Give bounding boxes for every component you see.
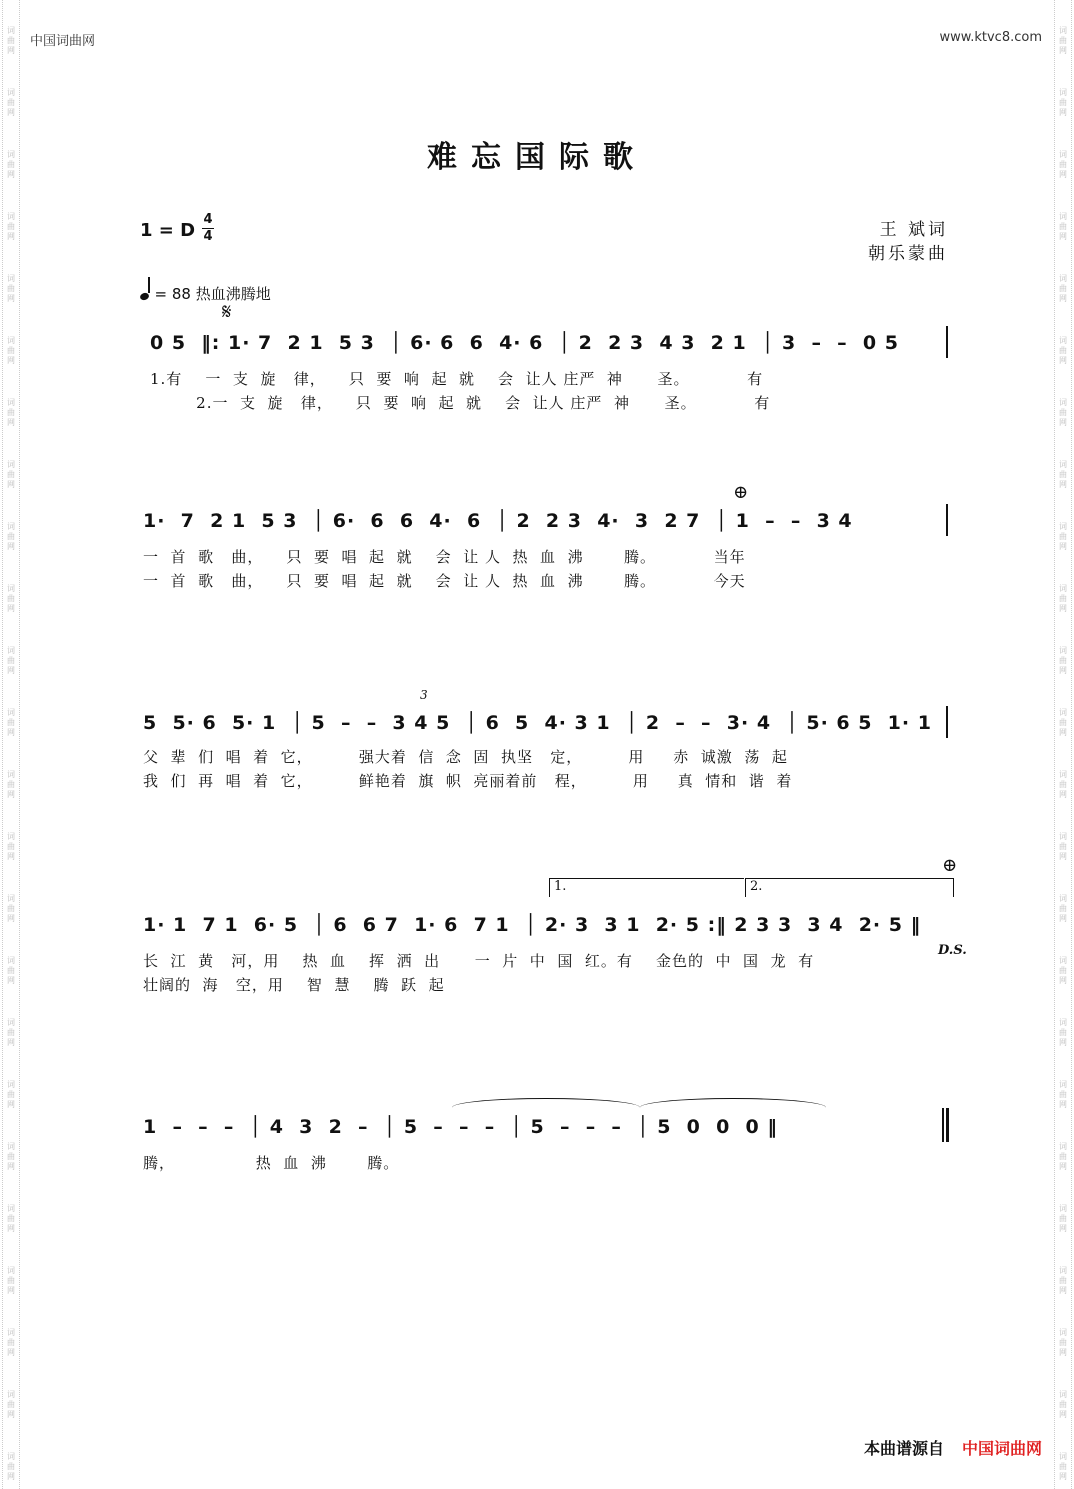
triplet-mark: 3	[420, 688, 428, 702]
tempo-bpm: = 88	[154, 285, 191, 303]
lyric-row-3-verse-2: 我 们 再 唱 着 它， 鲜艳着 旗 帜 亮丽着前 程， 用 真 情和 谐 着	[143, 772, 793, 790]
lyric-row-2-verse-1: 一 首 歌 曲， 只 要 唱 起 就 会 让 人 热 血 沸 腾。 当年	[143, 548, 746, 566]
notation-row-1: 0 5 ‖: 1· 7 2 1 5 3 │ 6· 6 6 4· 6 │ 2 2 3 4 3 2 1 │ 3 – – 0 5	[150, 332, 899, 354]
composer: 朝乐蒙曲	[868, 244, 948, 264]
dal-segno-mark: D.S.	[938, 943, 967, 958]
source-label: 本曲谱源自	[863, 1439, 944, 1458]
edge-watermark-left: 词 曲 网 词 曲 网 词 曲 网 词 曲 网 词 曲 网 词 曲 网 词 曲 网 词 曲 网 词 曲 网 词 曲 网 词 曲 网 词 曲 网 词 曲 网 词 曲 网 词 曲 网 词 曲 网 词 曲 网 词 曲 网 词 曲 网 词 曲 网 词 曲 网 词 曲 网 词 曲 网 词 曲 网	[2, 0, 20, 1489]
tempo-marking	[140, 283, 271, 304]
lyric-row-4-verse-2: 壮阔的 海 空，用 智 慧 腾 跃 起	[143, 976, 445, 994]
coda-sign-2: ⊕	[942, 855, 958, 876]
lyricist: 王 斌词	[879, 220, 948, 240]
source-footer	[864, 1436, 1042, 1459]
time-sig-top: 4	[203, 212, 213, 227]
volta-second-ending	[745, 878, 954, 897]
site-url-right: www.ktvc8.com	[939, 30, 1042, 45]
site-name-left: 中国词曲网	[30, 34, 96, 49]
segno-sign: 𝄋	[222, 300, 232, 325]
lyric-row-1-verse-2: 2.一 支 旋 律， 只 要 响 起 就 会 让人 庄严 神 圣。 有	[150, 394, 771, 412]
volta-1-label: 1.	[554, 879, 567, 894]
lyric-row-4-verse-1: 长 江 黄 河，用 热 血 挥 洒 出 一 片 中 国 红。有 金色的 中 国 龙 有	[143, 952, 815, 970]
volta-first-ending	[549, 878, 744, 897]
song-title: 难忘国际歌	[427, 140, 647, 175]
edge-watermark-right: 词 曲 网 词 曲 网 词 曲 网 词 曲 网 词 曲 网 词 曲 网 词 曲 网 词 曲 网 词 曲 网 词 曲 网 词 曲 网 词 曲 网 词 曲 网 词 曲 网 词 曲 网 词 曲 网 词 曲 网 词 曲 网 词 曲 网 词 曲 网 词 曲 网 词 曲 网 词 曲 网 词 曲 网	[1054, 0, 1072, 1489]
time-sig-bottom: 4	[203, 229, 213, 244]
key-signature: 1 = D	[140, 220, 196, 241]
notation-row-4: 1· 1 7 1 6· 5 │ 6 6 7 1· 6 7 1 │ 2· 3 3 1 2· 5 :‖ 2 3 3 3 4 2· 5 ‖	[143, 914, 922, 936]
tempo-expression: 热血沸腾地	[195, 285, 271, 303]
lyric-row-5-verse-1: 腾， 热 血 沸 腾。	[143, 1154, 400, 1172]
quarter-note-icon	[139, 292, 150, 302]
volta-2-label: 2.	[750, 879, 763, 894]
notation-row-2: 1· 7 2 1 5 3 │ 6· 6 6 4· 6 │ 2 2 3 4· 3 2 7 │ 1 – – 3 4	[143, 510, 853, 532]
lyric-row-3-verse-1: 父 辈 们 唱 着 它， 强大着 信 念 固 执坚 定， 用 赤 诚激 荡 起	[143, 748, 788, 766]
credits	[868, 218, 948, 266]
notation-row-3: 5 5· 6 5· 1 │ 5 – – 3 4 5 │ 6 5 4· 3 1 │ 2 – – 3· 4 │ 5· 6 5 1· 1	[143, 712, 932, 734]
lyric-row-2-verse-2: 一 首 歌 曲， 只 要 唱 起 就 会 让 人 热 血 沸 腾。 今天	[143, 572, 746, 590]
coda-sign: ⊕	[733, 482, 749, 503]
time-signature	[202, 213, 214, 244]
notation-row-5: 1 – – – │ 4 3 2 – │ 5 – – – │ 5 – – – │ 5 0 0 0 ‖	[143, 1116, 778, 1138]
source-site: 中国词曲网	[961, 1439, 1042, 1458]
lyric-row-1-verse-1: 1.有 一 支 旋 律， 只 要 响 起 就 会 让人 庄严 神 圣。 有	[150, 370, 764, 388]
